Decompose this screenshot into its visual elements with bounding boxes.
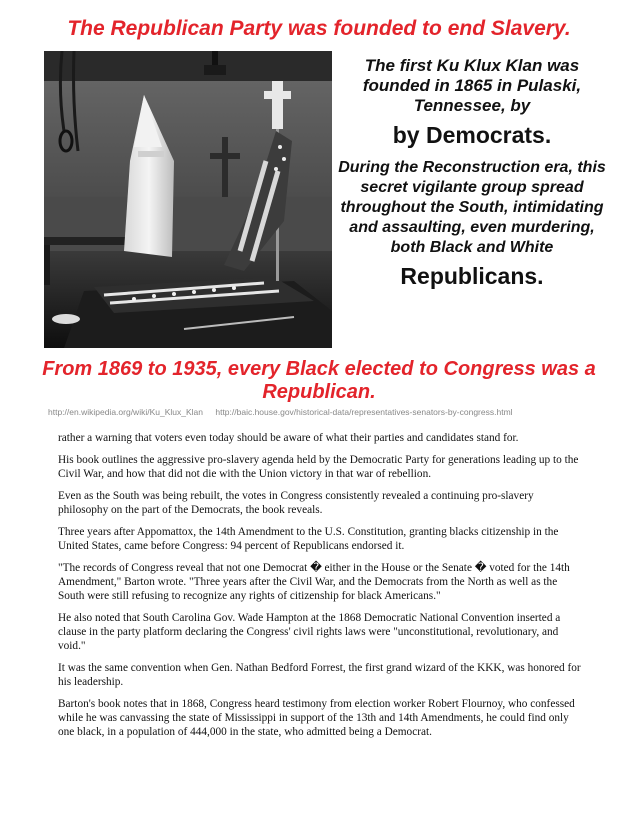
ku-klux-klan-founding-text: The first Ku Klux Klan was founded in 1865 in Pulaski, Tennessee, by — [362, 56, 582, 115]
source-url-wikipedia[interactable]: http://en.wikipedia.org/wiki/Ku_Klux_Klan — [48, 407, 203, 417]
article-paragraph: He also noted that South Carolina Gov. Wade Hampton at the 1868 Democratic National Convention inserted a clause in the party platform declaring the Congress' civil rights laws were "unconstitutional, revolutionary, and void." — [58, 612, 561, 652]
article-paragraph: rather a warning that voters even today should be aware of what their parties and candidates stand for. — [58, 432, 519, 444]
article-paragraph: Even as the South was being rebuilt, the votes in Congress consistently revealed a continuing pro-slavery philosophy on the part of the Democrats, the book reveals. — [58, 490, 534, 516]
article-body — [58, 431, 586, 747]
article-paragraph: Three years after Appomattox, the 14th Amendment to the U.S. Constitution, granting blacks citizenship in the United States, came before Congress: 94 percent of Republicans endorsed it. — [58, 526, 559, 552]
article-paragraph: His book outlines the aggressive pro-slavery agenda held by the Democratic Party for generations leading up to the Civil War, and how that did not die with the Union victory in that war of rebellion. — [58, 454, 579, 480]
black-congress-banner: From 1869 to 1935, every Black elected to Congress was a Republican. — [42, 358, 596, 403]
headline: The Republican Party was founded to end Slavery. — [67, 17, 571, 40]
klan-photo — [44, 51, 332, 348]
klan-robed-figure-with-flag-icon — [44, 51, 332, 348]
by-democrats-emphasis: by Democrats. — [392, 122, 552, 148]
article-paragraph: It was the same convention when Gen. Nathan Bedford Forrest, the first grand wizard of the KKK, was honored for his leadership. — [58, 662, 581, 688]
sidebar-text — [336, 56, 608, 290]
source-url-baic[interactable]: http://baic.house.gov/historical-data/representatives-senators-by-congress.html — [215, 407, 513, 417]
article-paragraph: Barton's book notes that in 1868, Congress heard testimony from election worker Robert Flournoy, who confessed while he was canvassing the state of Mississippi in support of the 13th and 14th Amendments, he could find only one black, in a population of 444,000 in the state, who admitted being a Democrat. — [58, 698, 575, 738]
source-urls — [48, 407, 628, 417]
reconstruction-era-text: During the Reconstruction era, this secret vigilante group spread throughout the South, intimidating and assaulting, even murdering, both Black and White — [338, 159, 606, 256]
republicans-emphasis: Republicans. — [400, 263, 544, 289]
article-paragraph: "The records of Congress reveal that not one Democrat � either in the House or the Senate � voted for the 14th Amendment," Barton wrote. "Three years after the Civil War, and the Democrats from the North as well as the South were still refusing to recognize any rights of citizenship for black Americans." — [58, 562, 570, 602]
